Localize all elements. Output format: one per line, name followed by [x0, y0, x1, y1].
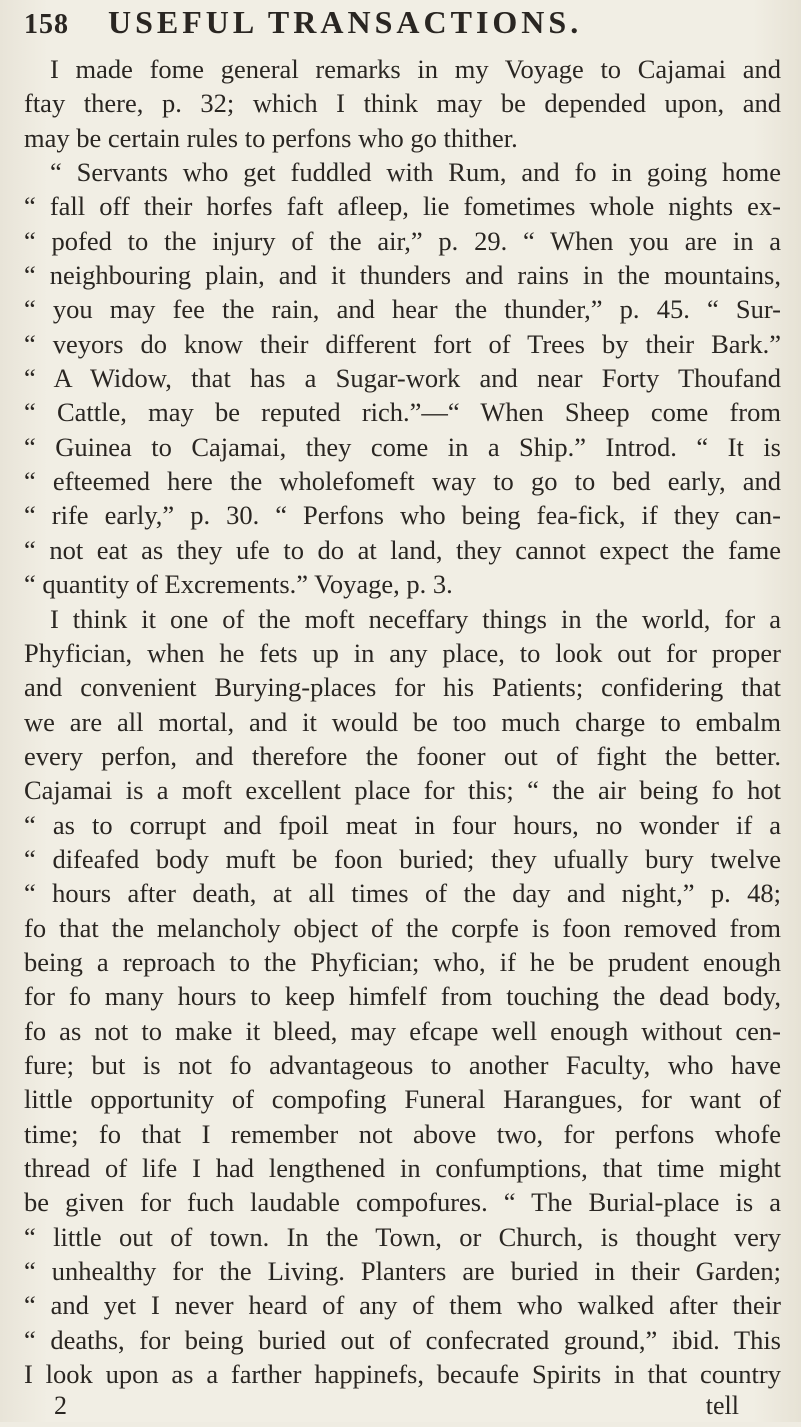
text-line: being a reproach to the Phyfician; who, if he be prudent enough: [24, 946, 781, 977]
text-line: I think it one of the moft neceffary things in the world, for a: [50, 603, 781, 634]
text-line: “ veyors do know their different fort of Trees by their Bark.”: [24, 328, 781, 359]
text-line: I made fome general remarks in my Voyage to Cajamai and: [50, 54, 781, 84]
text-line: fure; but is not fo advantageous to another Faculty, who have: [24, 1049, 781, 1080]
text-line: “ little out of town. In the Town, or Church, is thought very: [24, 1221, 781, 1252]
text-line: “ Cattle, may be reputed rich.”—“ When Sheep come from: [24, 397, 781, 428]
running-title: USEFUL TRANSACTIONS.: [108, 4, 583, 40]
text-line: I look upon as a farther happinefs, becaufe Spirits in that country: [24, 1359, 781, 1390]
text-line: thread of life I had lengthened in confumptions, that time might: [24, 1153, 781, 1183]
text-line: “ Servants who get fuddled with Rum, and fo in going home: [50, 157, 781, 188]
text-line: “ pofed to the injury of the air,” p. 29. “ When you are in a: [24, 225, 781, 256]
page-number: 158: [24, 9, 69, 40]
text-line: “ efteemed here the wholefomeft way to go to bed early, and: [24, 466, 781, 497]
text-line: “ as to corrupt and fpoil meat in four hours, no wonder if a: [24, 809, 781, 840]
text-line: “ A Widow, that has a Sugar-work and near Forty Thoufand: [24, 363, 781, 394]
text-line: little opportunity of compofing Funeral Harangues, for want of: [24, 1084, 781, 1115]
body-text: [24, 52, 781, 1391]
text-line: “ Guinea to Cajamai, they come in a Ship.” Introd. “ It is: [24, 431, 781, 462]
text-line: Cajamai is a moft excellent place for this; “ the air being fo hot: [24, 775, 781, 806]
running-head: [24, 0, 781, 52]
text-line: fo that the melancholy object of the corpfe is foon removed from: [24, 912, 781, 943]
text-line: “ quantity of Excrements.” Voyage, p. 3.: [24, 569, 453, 600]
text-line: “ neighbouring plain, and it thunders and rains in the mountains,: [24, 260, 781, 291]
text-line: fo as not to make it bleed, may efcape well enough without cen-: [24, 1015, 781, 1046]
text-line: “ hours after death, at all times of the day and night,” p. 48;: [24, 878, 781, 909]
text-line: ftay there, p. 32; which I think may be depended upon, and: [24, 88, 781, 119]
text-line: “ rife early,” p. 30. “ Perfons who being fea-fick, if they can-: [24, 500, 781, 531]
text-line: time; fo that I remember not above two, for perfons whofe: [24, 1118, 781, 1149]
text-line: “ fall off their horfes faft afleep, lie fometimes whole nights ex-: [24, 191, 781, 222]
signature-mark: 2: [54, 1391, 67, 1421]
text-line: Phyfician, when he fets up in any place, to look out for proper: [24, 637, 781, 668]
catchword: tell: [705, 1391, 739, 1421]
text-line: “ not eat as they ufe to do at land, they cannot expect the fame: [24, 534, 781, 565]
text-line: for fo many hours to keep himfelf from touching the dead body,: [24, 981, 781, 1012]
text-line: every perfon, and therefore the fooner out of fight the better.: [24, 740, 781, 771]
text-line: may be certain rules to perfons who go thither.: [24, 122, 518, 153]
text-line: be given for fuch laudable compofures. “ The Burial-place is a: [24, 1187, 781, 1218]
text-line: we are all mortal, and it would be too much charge to embalm: [24, 706, 781, 737]
text-line: “ difeafed body muft be foon buried; they ufually bury twelve: [24, 843, 781, 874]
text-line: and convenient Burying-places for his Patients; confidering that: [24, 672, 781, 703]
text-line: “ deaths, for being buried out of confecrated ground,” ibid. This: [24, 1324, 781, 1355]
text-line: “ you may fee the rain, and hear the thunder,” p. 45. “ Sur-: [24, 294, 781, 325]
text-line: “ and yet I never heard of any of them who walked after their: [24, 1290, 781, 1321]
text-line: “ unhealthy for the Living. Planters are buried in their Garden;: [24, 1256, 781, 1287]
